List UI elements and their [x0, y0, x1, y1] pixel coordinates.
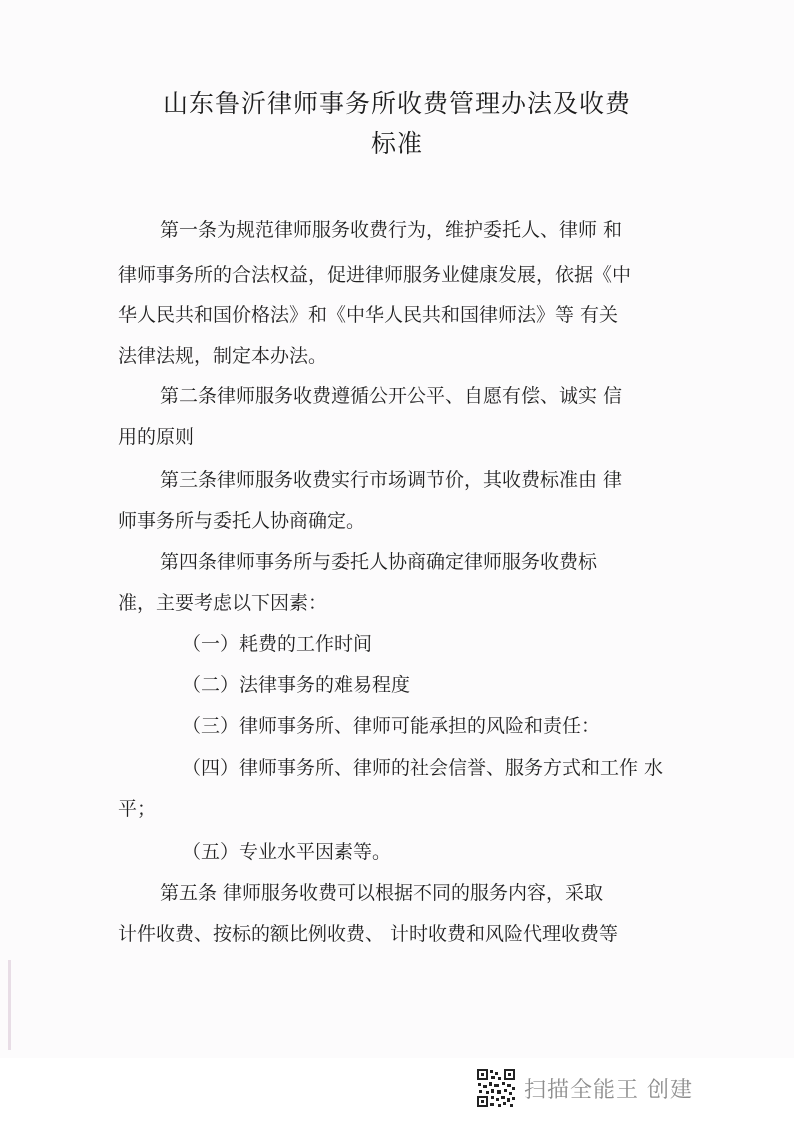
body-line: 第五条 律师服务收费可以根据不同的服务内容，采取 — [160, 882, 604, 904]
body-line: 第二条律师服务收费遵循公开公平、自愿有偿、诚实 信 — [160, 385, 623, 407]
body-line: 第四条律师事务所与委托人协商确定律师服务收费标 — [160, 551, 598, 573]
body-line: 法律法规，制定本办法。 — [118, 345, 328, 367]
document-title-line-2: 标准 — [370, 129, 423, 158]
list-item: （三）律师事务所、律师可能承担的风险和责任： — [182, 715, 601, 737]
scan-edge-mark — [8, 960, 11, 1050]
body-line: 用的原则 — [118, 426, 195, 448]
body-line: 第三条律师服务收费实行市场调节价，其收费标准由 律 — [160, 469, 623, 491]
watermark-text: 扫描全能王 创建 — [524, 1077, 693, 1103]
scanner-watermark — [476, 1068, 693, 1108]
body-line: 第一条为规范律师服务收费行为，维护委托人、律师 和 — [160, 219, 623, 241]
list-item: （二）法律事务的难易程度 — [182, 674, 411, 696]
list-item: （五）专业水平因素等。 — [182, 841, 392, 863]
body-line: 律师事务所的合法权益，促进律师服务业健康发展，依据《中 — [118, 264, 632, 286]
body-line: 华人民共和国价格法》和《中华人民共和国律师法》等 有关 — [118, 304, 619, 326]
list-item: （一）耗费的工作时间 — [182, 633, 373, 655]
body-line: 师事务所与委托人协商确定。 — [118, 510, 366, 532]
body-line: 准，主要考虑以下因素： — [118, 592, 328, 614]
body-line: 计件收费、按标的额比例收费、 计时收费和风险代理收费等 — [118, 923, 619, 945]
document-title-line-1: 山东鲁沂律师事务所收费管理办法及收费 — [162, 89, 631, 118]
list-item: （四）律师事务所、律师的社会信誉、服务方式和工作 水 — [182, 757, 664, 779]
qr-code-icon — [476, 1068, 516, 1108]
body-line: 平； — [118, 798, 157, 820]
